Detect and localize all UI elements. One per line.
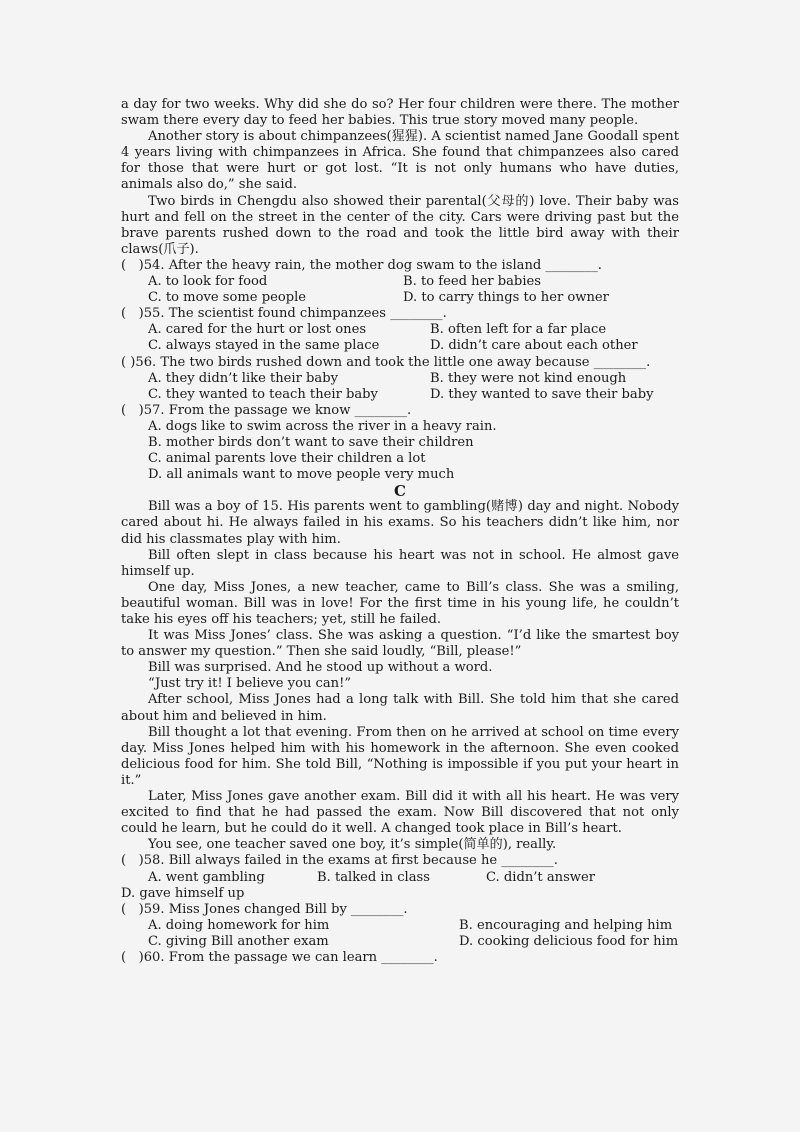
question-58-options-row-1 [121, 870, 679, 886]
passage-c-paragraph-5: Bill was surprised. And he stood up without a word. [148, 660, 493, 676]
question-57-option-c: C. animal parents love their children a lot [148, 451, 426, 467]
question-58: ( )58. Bill always failed in the exams at first because he ________. [121, 853, 558, 869]
question-59-option-b: B. encouraging and helping him [459, 917, 673, 933]
question-56-option-c: C. they wanted to teach their baby [148, 386, 378, 402]
question-58-option-c: C. didn’t answer [486, 869, 596, 885]
passage-c-paragraph-1: Bill was a boy of 15. His parents went to gambling(赌博) day and night. Nobody cared about hi. He always failed in his exams. So his teachers didn’t like him, nor did his classmates play with him. [121, 499, 679, 547]
question-54-options-row-2 [121, 290, 679, 306]
question-59-options-row-2 [121, 934, 679, 950]
passage-b-paragraph-2: Another story is about chimpanzees(猩猩). A scientist named Jane Goodall spent 4 years living with chimpanzees in Africa. She found that chimpanzees also cared for those that were hurt or got lost. “It is not only humans who have duties, animals also do,” she said. [121, 129, 679, 193]
question-58-option-a: A. went gambling [148, 869, 265, 885]
passage-c-paragraph-7: After school, Miss Jones had a long talk with Bill. She told him that she cared about him and believed in him. [121, 692, 679, 724]
question-59-option-a: A. doing homework for him [148, 917, 330, 933]
question-56-option-b: B. they were not kind enough [430, 370, 627, 386]
question-59: ( )59. Miss Jones changed Bill by ________. [121, 901, 408, 917]
question-56-options-row-1 [121, 371, 679, 387]
passage-c-paragraph-2: Bill often slept in class because his heart was not in school. He almost gave himself up. [121, 547, 679, 579]
question-54-option-c: C. to move some people [148, 290, 307, 306]
question-57-option-a: A. dogs like to swim across the river in a heavy rain. [148, 418, 497, 434]
question-60: ( )60. From the passage we can learn ________. [121, 949, 438, 965]
passage-c-paragraph-4: It was Miss Jones’ class. She was asking a question. “I’d like the smartest boy to answer my question.” Then she said loudly, “Bill, please!” [121, 628, 679, 660]
question-56-option-a: A. they didn’t like their baby [148, 370, 338, 386]
question-58-option-d: D. gave himself up [121, 885, 245, 901]
question-55-options-row-2 [121, 338, 679, 354]
passage-b-paragraph-3: Two birds in Chengdu also showed their parental(父母的) love. Their baby was hurt and fell on the street in the center of the city. Cars were driving past but the brave parents rushed down to the road and took the little bird away with their claws(爪子). [121, 193, 679, 257]
question-58-option-b: B. talked in class [317, 869, 430, 885]
passage-c-paragraph-6: “Just try it! I believe you can!” [148, 676, 352, 692]
question-57: ( )57. From the passage we know ________. [121, 402, 412, 418]
question-54-option-d: D. to carry things to her owner [403, 290, 609, 306]
question-54-option-b: B. to feed her babies [403, 274, 541, 290]
section-c-heading: C [394, 482, 406, 501]
question-55-option-a: A. cared for the hurt or lost ones [148, 322, 367, 338]
question-55: ( )55. The scientist found chimpanzees ________. [121, 306, 447, 322]
question-54: ( )54. After the heavy rain, the mother dog swam to the island ________. [121, 257, 602, 273]
question-55-options-row-1 [121, 322, 679, 338]
passage-b-paragraph-1: a day for two weeks. Why did she do so? Her four children were there. The mother swam there every day to feed her babies. This true story moved many people. [121, 97, 679, 129]
question-56-options-row-2 [121, 387, 679, 403]
passage-c-paragraph-8: Bill thought a lot that evening. From then on he arrived at school on time every day. Miss Jones helped him with his homework in the afternoon. She even cooked delicious food for him. She told Bill, “Nothing is impossible if you put your heart in it.” [121, 724, 679, 788]
question-55-option-d: D. didn’t care about each other [430, 338, 638, 354]
question-55-option-c: C. always stayed in the same place [148, 338, 380, 354]
question-57-option-b: B. mother birds don’t want to save their children [148, 434, 474, 450]
question-59-options-row-1 [121, 918, 679, 934]
question-54-options-row-1 [121, 274, 679, 290]
question-57-option-d: D. all animals want to move people very much [148, 467, 455, 483]
passage-c-paragraph-3: One day, Miss Jones, a new teacher, came to Bill’s class. She was a smiling, beautiful woman. Bill was in love! For the first time in his young life, he couldn’t take his eyes off his teachers; yet, still he failed. [121, 579, 679, 627]
question-54-option-a: A. to look for food [148, 274, 268, 290]
passage-c-paragraph-10: You see, one teacher saved one boy, it’s simple(简单的), really. [148, 837, 557, 853]
question-55-option-b: B. often left for a far place [430, 322, 607, 338]
passage-c-paragraph-9: Later, Miss Jones gave another exam. Bill did it with all his heart. He was very excited to find that he had passed the exam. Now Bill discovered that not only could he learn, but he could do it well. A changed took place in Bill’s heart. [121, 789, 679, 837]
question-59-option-c: C. giving Bill another exam [148, 933, 329, 949]
question-56: ( )56. The two birds rushed down and took the little one away because ________. [121, 354, 651, 370]
question-59-option-d: D. cooking delicious food for him [459, 933, 679, 949]
question-56-option-d: D. they wanted to save their baby [430, 386, 654, 402]
